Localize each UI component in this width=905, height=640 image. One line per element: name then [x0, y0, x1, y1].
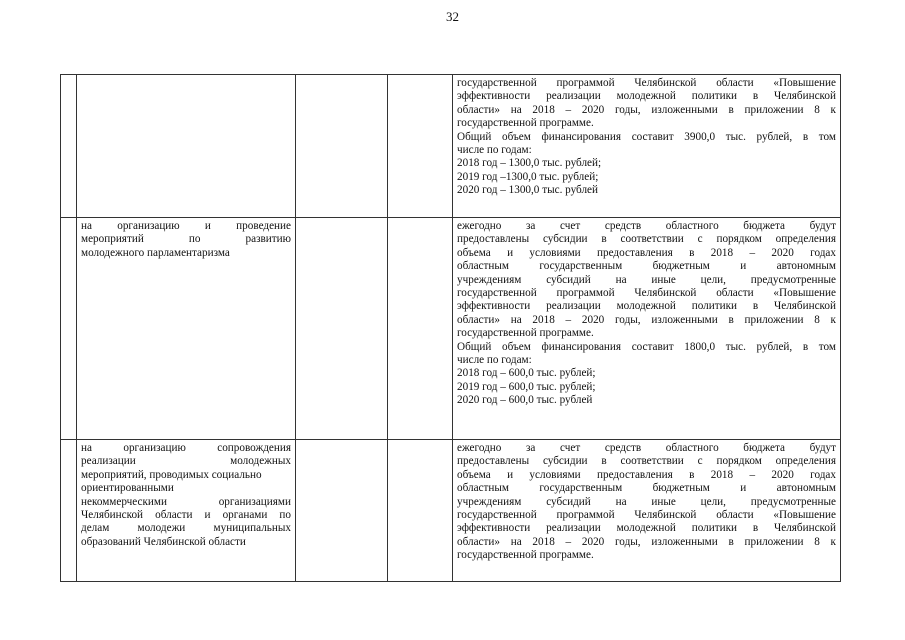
table-row: [61, 75, 841, 218]
description-line: предоставлены субсидии в соответствии с порядком определения: [457, 233, 836, 246]
activity-line: на организацию сопровождения: [81, 442, 291, 454]
year-line: 2019 год –1300,0 тыс. рублей;: [457, 170, 599, 183]
table-cell-description: [453, 218, 841, 440]
activity-line: Челябинской области и органами по: [81, 509, 291, 522]
table-cell-description: [453, 440, 841, 582]
page-number: 32: [446, 9, 459, 24]
funding-line: числе по годам:: [457, 354, 532, 367]
description-line: объема и условиями предоставления в 2018 – 2020 годах: [457, 468, 836, 481]
description-line: областным государственным бюджетным и автономным: [457, 482, 836, 495]
description-line: эффективности реализации молодежной политики в Челябинской: [457, 522, 836, 535]
description-line: учреждениям субсидий на иные цели, предусмотренные: [457, 273, 836, 286]
description-line: области» на 2018 – 2020 годы, изложенными в приложении 8 к: [457, 313, 836, 326]
table-cell-empty: [296, 440, 388, 582]
table-cell-index: [61, 440, 77, 582]
activity-line: образований Челябинской области: [81, 535, 246, 548]
description-line: областным государственным бюджетным и автономным: [457, 260, 836, 273]
description-line: предоставлены субсидии в соответствии с порядком определения: [457, 455, 836, 468]
description-line: ежегодно за счет средств областного бюджета будут: [457, 220, 836, 232]
year-line: 2018 год – 1300,0 тыс. рублей;: [457, 157, 602, 170]
table-row: [61, 218, 841, 440]
description-line: эффективности реализации молодежной политики в Челябинской: [457, 90, 836, 103]
activity-line: делам молодежи муниципальных: [81, 522, 291, 535]
table-cell-index: [61, 218, 77, 440]
description-line: государственной программой Челябинской области «Повышение: [457, 287, 836, 300]
description-line: государственной программе.: [457, 549, 594, 562]
activity-line: на организацию и проведение: [81, 220, 291, 232]
description-line: государственной программой Челябинской области «Повышение: [457, 77, 836, 89]
year-line: 2019 год – 600,0 тыс. рублей;: [457, 380, 596, 393]
funding-line: числе по годам:: [457, 144, 532, 157]
table-cell-description: [453, 75, 841, 218]
activity-line: мероприятий, проводимых социально: [81, 468, 262, 481]
description-line: ежегодно за счет средств областного бюджета будут: [457, 442, 836, 454]
table-cell-empty: [388, 218, 453, 440]
activity-line: мероприятий по развитию: [81, 233, 291, 246]
description-line: области» на 2018 – 2020 годы, изложенными в приложении 8 к: [457, 103, 836, 116]
activity-line: реализации молодежных: [81, 455, 291, 468]
year-line: 2020 год – 1300,0 тыс. рублей: [457, 184, 599, 197]
table-cell-activity: [77, 218, 296, 440]
table-row: [61, 440, 841, 582]
description-line: области» на 2018 – 2020 годы, изложенными в приложении 8 к: [457, 535, 836, 548]
description-line: государственной программой Челябинской области «Повышение: [457, 509, 836, 522]
activity-line: ориентированными: [81, 482, 174, 495]
description-line: государственной программе.: [457, 117, 594, 130]
activity-line: некоммерческими организациями: [81, 495, 291, 508]
table-cell-activity: [77, 440, 296, 582]
table-cell-index: [61, 75, 77, 218]
table-cell-empty: [296, 218, 388, 440]
table-cell-empty: [388, 75, 453, 218]
activity-line: молодежного парламентаризма: [81, 246, 230, 259]
table-cell-activity: [77, 75, 296, 218]
funding-line: Общий объем финансирования составит 1800,0 тыс. рублей, в том: [457, 340, 836, 353]
program-table: [60, 74, 841, 582]
funding-line: Общий объем финансирования составит 3900,0 тыс. рублей, в том: [457, 130, 836, 143]
year-line: 2018 год – 600,0 тыс. рублей;: [457, 367, 596, 380]
description-line: объема и условиями предоставления в 2018 – 2020 годах: [457, 246, 836, 259]
table-cell-empty: [388, 440, 453, 582]
description-line: государственной программе.: [457, 327, 594, 340]
table-cell-empty: [296, 75, 388, 218]
description-line: учреждениям субсидий на иные цели, предусмотренные: [457, 495, 836, 508]
year-line: 2020 год – 600,0 тыс. рублей: [457, 394, 593, 407]
description-line: эффективности реализации молодежной политики в Челябинской: [457, 300, 836, 313]
